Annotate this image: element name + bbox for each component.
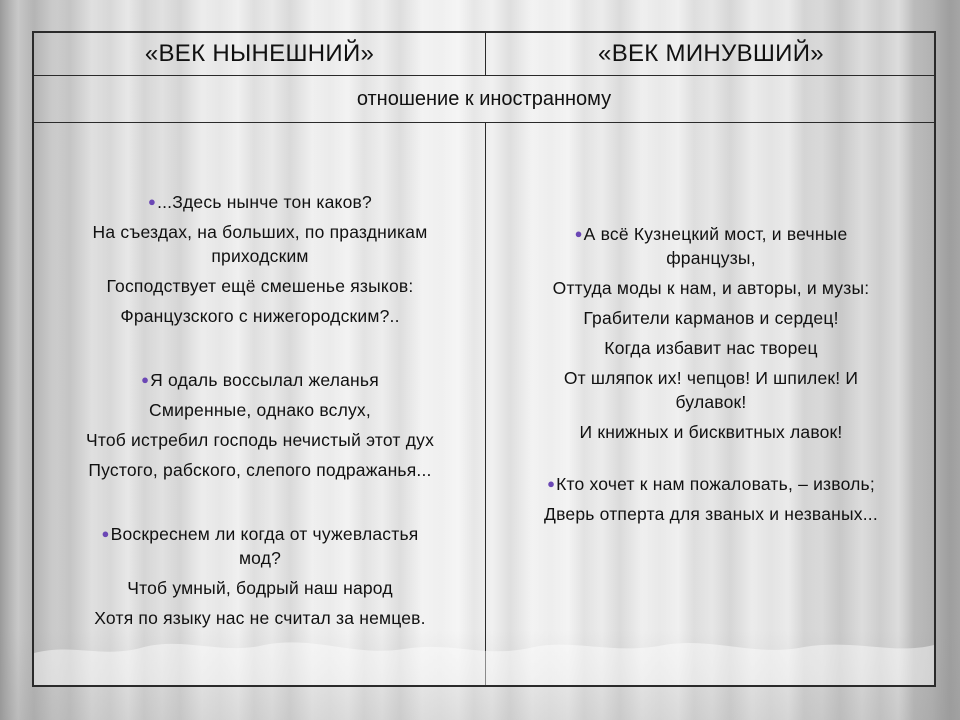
list-item: Оттуда моды к нам, и авторы, и музы: [552,278,870,298]
list-item: ●А всё Кузнецкий мост, и вечные французы, [574,224,848,268]
decorative-wave [34,625,934,685]
list-item: На съездах, на больших, по праздникам приходским [92,222,428,266]
bullet-dot-icon: ● [101,526,110,541]
bullet-dot-icon: ● [148,194,157,209]
header-right-cell: «ВЕК МИНУВШИЙ» [598,40,824,67]
list-item: Дверь отперта для званых и незваных... [544,504,878,524]
list-item: ●Я одаль воссылал желанья [141,370,379,390]
list-item: От шляпок их! чепцов! И шпилек! И булавок! [563,368,859,412]
list-item: Французского с нижегородским?.. [120,306,400,326]
table-header-row [34,33,934,76]
bullet-dot-icon: ● [574,226,583,241]
list-item: Чтоб истребил господь нечистый этот дух [85,430,435,450]
right-column [486,123,936,532]
bullet-dot-icon: ● [547,476,556,491]
list-item: ●Кто хочет к нам пожаловать, – изволь; [547,474,875,494]
table-subheader: отношение к иностранному [34,76,934,123]
header-left-cell: «ВЕК НЫНЕШНИЙ» [34,33,486,75]
left-column [34,123,486,636]
list-item: Смиренные, однако вслух, [149,400,371,420]
list-item: Грабители карманов и сердец! [583,308,839,328]
bullet-dot-icon: ● [141,372,150,387]
list-item: Пустого, рабского, слепого подражанья... [88,460,432,480]
list-item: Когда избавит нас творец [604,338,818,358]
comparison-table [32,31,936,687]
list-item: Господствует ещё смешенье языков: [106,276,414,296]
list-item: И книжных и бисквитных лавок! [579,422,843,442]
list-item: ●...Здесь нынче тон каков? [148,192,372,212]
list-item: Хотя по языку нас не считал за немцев. [94,608,426,628]
list-item: Чтоб умный, бодрый наш народ [127,578,393,598]
list-item: ●Воскреснем ли когда от чужевластья мод? [101,524,419,568]
